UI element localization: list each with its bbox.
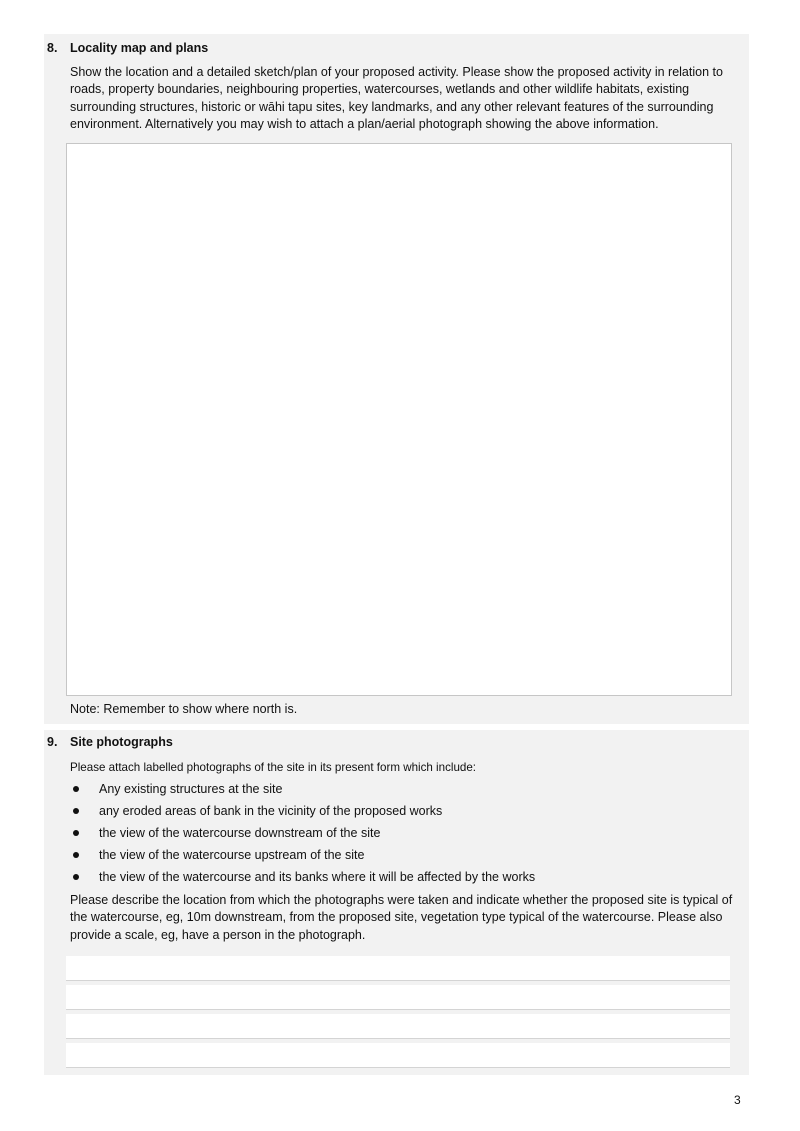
section-title: Locality map and plans	[70, 41, 209, 55]
answer-line-3[interactable]	[66, 1014, 730, 1039]
bullet-icon	[73, 874, 79, 880]
north-note: Note: Remember to show where north is.	[70, 702, 298, 716]
sketch-plan-area[interactable]	[66, 143, 732, 696]
answer-line-2[interactable]	[66, 985, 730, 1010]
section-number: 8.	[47, 41, 58, 55]
section-site-photographs	[44, 730, 749, 1075]
photographs-intro: Please attach labelled photographs of the site in its present form which include:	[70, 761, 477, 774]
bullet-icon	[73, 786, 79, 792]
description-prompt: Please describe the location from which the photographs were taken and indicate whether the proposed site is typical of the watercourse, eg, 10m downstream, from the proposed site, vegetation type typical of the watercourse. Please also provide a scale, eg, have a person in the photograph.	[70, 893, 733, 942]
list-item: the view of the watercourse and its banks where it will be affected by the works	[70, 866, 710, 888]
bullet-icon	[73, 830, 79, 836]
section-locality-map	[44, 34, 749, 724]
section-number: 9.	[47, 735, 58, 749]
page-number: 3	[734, 1093, 741, 1107]
list-item: the view of the watercourse upstream of the site	[70, 844, 710, 866]
bullet-icon	[73, 852, 79, 858]
answer-line-4[interactable]	[66, 1043, 730, 1068]
photograph-requirements-list	[70, 778, 710, 888]
list-item: any eroded areas of bank in the vicinity of the proposed works	[70, 800, 710, 822]
answer-line-1[interactable]	[66, 956, 730, 981]
list-item: the view of the watercourse downstream of the site	[70, 822, 710, 844]
section-instructions: Show the location and a detailed sketch/plan of your proposed activity. Please show the proposed activity in relation to roads, property boundaries, neighbouring properties, watercourses, wetlands and other wildlife habitats, existing surrounding structures, historic or wāhi tapu sites, key landmarks, and any other relevant features of the surrounding environment. Alternatively you may wish to attach a plan/aerial photograph showing the above information.	[70, 65, 723, 131]
list-item: Any existing structures at the site	[70, 778, 710, 800]
section-title: Site photographs	[70, 735, 173, 749]
bullet-icon	[73, 808, 79, 814]
